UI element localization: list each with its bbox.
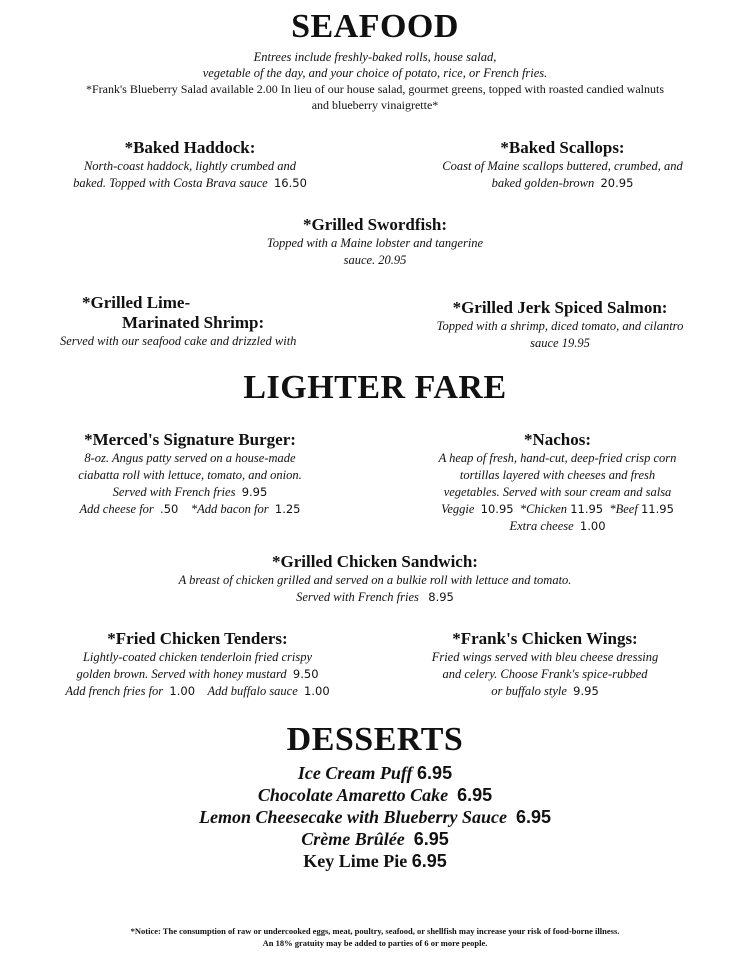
option-label: Veggie bbox=[441, 502, 475, 516]
menu-item-baked-haddock bbox=[30, 138, 350, 192]
menu-item-grilled-lime-shrimp bbox=[30, 293, 370, 350]
dessert-item bbox=[0, 784, 750, 806]
menu-item-baked-scallops bbox=[395, 138, 730, 192]
item-title: *Baked Scallops: bbox=[500, 138, 625, 157]
dessert-item bbox=[0, 762, 750, 784]
seafood-heading: SEAFOOD bbox=[291, 8, 459, 45]
menu-item-grilled-chicken-sandwich bbox=[100, 552, 650, 606]
menu-item-franks-chicken-wings bbox=[385, 629, 705, 700]
dessert-price: 6.95 bbox=[515, 807, 552, 827]
item-desc-text: Served with French fries bbox=[112, 485, 236, 499]
item-price: 9.95 bbox=[241, 485, 268, 499]
dessert-name: Ice Cream Puff bbox=[297, 763, 413, 783]
dessert-price: 6.95 bbox=[417, 763, 453, 783]
option-label: *Beef bbox=[609, 502, 638, 516]
item-price: 16.50 bbox=[273, 176, 307, 190]
item-price: 20.95 bbox=[600, 176, 634, 190]
seafood-intro-line: Entrees include freshly-baked rolls, house salad, bbox=[253, 50, 497, 64]
item-desc: and celery. Choose Frank's spice-rubbed bbox=[442, 667, 648, 681]
dessert-item bbox=[0, 828, 750, 850]
option-price: 10.95 bbox=[480, 502, 514, 516]
item-desc-text: baked golden-brown bbox=[491, 176, 595, 190]
extra-label: Add buffalo sauce bbox=[207, 684, 298, 698]
note-line: *Frank's Blueberry Salad available 2.00 In lieu of our house salad, gourmet greens, topped with roasted candied walnuts bbox=[85, 82, 664, 96]
item-desc bbox=[25, 666, 370, 683]
item-title: *Grilled Jerk Spiced Salmon: bbox=[452, 298, 668, 317]
extra-price: .50 bbox=[160, 502, 179, 516]
item-desc-text: golden brown. Served with honey mustard bbox=[76, 667, 287, 681]
extra-price: 1.00 bbox=[579, 519, 606, 533]
item-desc bbox=[100, 589, 650, 606]
extra-label: Add cheese for bbox=[79, 502, 154, 516]
menu-item-signature-burger bbox=[25, 430, 355, 518]
item-title: *Fried Chicken Tenders: bbox=[107, 629, 288, 648]
extra-label: Extra cheese bbox=[509, 519, 574, 533]
item-title: *Merced's Signature Burger: bbox=[84, 430, 296, 449]
menu-item-nachos bbox=[385, 430, 730, 535]
dessert-name: Lemon Cheesecake with Blueberry Sauce bbox=[198, 807, 507, 827]
lighter-fare-heading: LIGHTER FARE bbox=[243, 369, 507, 406]
extra-price: 1.00 bbox=[304, 684, 330, 698]
item-title: *Nachos: bbox=[523, 430, 592, 449]
footer-notice bbox=[0, 925, 750, 949]
item-desc: Served with our seafood cake and drizzled with bbox=[60, 334, 297, 348]
item-desc: A heap of fresh, hand-cut, deep-fried crisp corn bbox=[438, 451, 677, 465]
item-desc: sauce 19.95 bbox=[530, 336, 590, 350]
item-desc: Topped with a Maine lobster and tangerine bbox=[266, 236, 484, 250]
footer-line: *Notice: The consumption of raw or undercooked eggs, meat, poultry, seafood, or shellfish may increase your risk of food-borne illness. bbox=[130, 926, 620, 936]
seafood-intro bbox=[0, 49, 750, 81]
dessert-price: 6.95 bbox=[413, 829, 449, 849]
item-desc bbox=[385, 683, 705, 700]
item-title: *Frank's Chicken Wings: bbox=[452, 629, 638, 648]
item-title: *Grilled Chicken Sandwich: bbox=[272, 552, 478, 571]
option-price: 11.95 bbox=[570, 502, 604, 516]
item-desc bbox=[25, 484, 355, 501]
extra-label: *Add bacon for bbox=[190, 502, 269, 516]
item-extras bbox=[385, 518, 730, 535]
item-desc: Fried wings served with bleu cheese dressing bbox=[431, 650, 659, 664]
seafood-intro-line: vegetable of the day, and your choice of potato, rice, or French fries. bbox=[202, 66, 548, 80]
dessert-name: Key Lime Pie bbox=[303, 851, 408, 871]
menu-item-fried-chicken-tenders bbox=[25, 629, 370, 700]
dessert-price: 6.95 bbox=[411, 851, 447, 871]
item-desc: Coast of Maine scallops buttered, crumbed, and bbox=[442, 159, 683, 173]
dessert-price: 6.95 bbox=[457, 785, 493, 805]
blueberry-salad-note bbox=[0, 81, 750, 113]
item-desc: ciabatta roll with lettuce, tomato, and onion. bbox=[78, 468, 302, 482]
item-desc bbox=[395, 175, 730, 192]
dessert-name: Crème Brûlée bbox=[301, 829, 405, 849]
item-desc: Lightly-coated chicken tenderloin fried crispy bbox=[82, 650, 313, 664]
item-options bbox=[385, 501, 730, 518]
item-price: 8.95 bbox=[428, 590, 454, 604]
extra-price: 1.00 bbox=[169, 684, 196, 698]
item-desc: vegetables. Served with sour cream and salsa bbox=[443, 485, 672, 499]
menu-item-grilled-swordfish bbox=[200, 215, 550, 269]
dessert-item bbox=[0, 850, 750, 872]
dessert-name: Chocolate Amaretto Cake bbox=[257, 785, 449, 805]
item-title: *Baked Haddock: bbox=[124, 138, 256, 157]
item-price: 9.50 bbox=[292, 667, 319, 681]
item-title: Marinated Shrimp: bbox=[122, 313, 265, 332]
item-desc: tortillas layered with cheeses and fresh bbox=[459, 468, 656, 482]
item-desc-text: or buffalo style bbox=[491, 684, 567, 698]
extra-label: Add french fries for bbox=[65, 684, 164, 698]
item-desc: North-coast haddock, lightly crumbed and bbox=[83, 159, 297, 173]
menu-item-jerk-salmon bbox=[395, 298, 725, 352]
desserts-heading: DESSERTS bbox=[286, 721, 464, 758]
option-price: 11.95 bbox=[640, 502, 674, 516]
item-desc: Topped with a shrimp, diced tomato, and cilantro bbox=[436, 319, 684, 333]
item-desc bbox=[30, 175, 350, 192]
footer-line: An 18% gratuity may be added to parties of 6 or more people. bbox=[262, 938, 488, 948]
item-title: *Grilled Swordfish: bbox=[302, 215, 448, 234]
item-desc: A breast of chicken grilled and served on a bulkie roll with lettuce and tomato. bbox=[178, 573, 572, 587]
note-line: and blueberry vinaigrette* bbox=[311, 98, 439, 112]
item-extras bbox=[25, 683, 370, 700]
extra-price: 1.25 bbox=[274, 502, 301, 516]
item-title: *Grilled Lime- bbox=[82, 293, 191, 312]
option-label: *Chicken bbox=[519, 502, 568, 516]
dessert-item bbox=[0, 806, 750, 828]
item-desc-text: Served with French fries bbox=[296, 590, 419, 604]
item-desc: 8-oz. Angus patty served on a house-made bbox=[84, 451, 296, 465]
item-desc: sauce. 20.95 bbox=[343, 253, 407, 267]
item-price: 9.95 bbox=[573, 684, 599, 698]
item-extras bbox=[25, 501, 355, 518]
item-desc-text: baked. Topped with Costa Brava sauce bbox=[73, 176, 268, 190]
